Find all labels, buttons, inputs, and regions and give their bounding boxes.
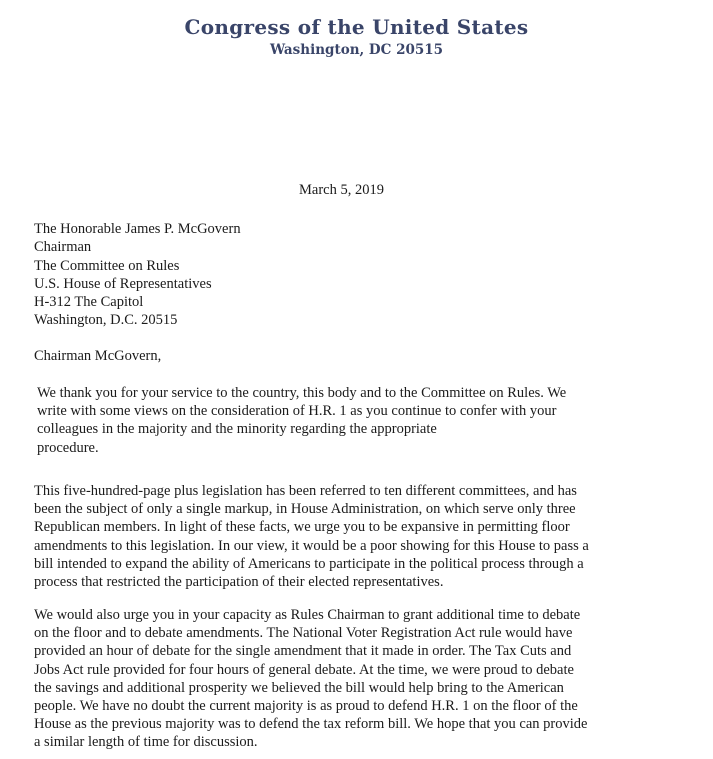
paragraph-line: the savings and additional prosperity we believed the bill would help bring to the American	[34, 679, 564, 696]
salutation: Chairman McGovern,	[34, 348, 162, 364]
paragraph-line: colleagues in the majority and the minority regarding the appropriate	[37, 421, 437, 438]
paragraph-line: been the subject of only a single markup, in House Administration, on which serve only three	[34, 501, 576, 518]
paragraph-line: Republican members. In light of these facts, we urge you to be expansive in permitting floor	[34, 519, 570, 536]
recipient-address	[34, 220, 241, 330]
paragraph-line: procedure.	[37, 439, 99, 456]
body-paragraph-1	[37, 384, 697, 457]
body-paragraph-2	[34, 482, 694, 591]
paragraph-line: We thank you for your service to the country, this body and to the Committee on Rules. We	[37, 385, 567, 401]
paragraph-line: provided an hour of debate for the single amendment that it made in order. The Tax Cuts and	[34, 643, 572, 660]
paragraph-line: This five-hundred-page plus legislation has been referred to ten different committees, and has	[34, 483, 577, 499]
paragraph-line: amendments to this legislation. In our view, it would be a poor showing for this House to pass a	[34, 537, 589, 554]
letterhead	[0, 14, 713, 59]
paragraph-line: a similar length of time for discussion.	[34, 734, 258, 751]
address-line: The Committee on Rules	[34, 257, 180, 274]
letter-date: March 5, 2019	[299, 182, 384, 198]
paragraph-line: write with some views on the consideration of H.R. 1 as you continue to confer with your	[37, 403, 557, 420]
letterhead-title: Congress of the United States	[184, 15, 529, 39]
paragraph-line: We would also urge you in your capacity as Rules Chairman to grant additional time to debate	[34, 607, 581, 623]
address-line: U.S. House of Representatives	[34, 275, 212, 292]
paragraph-line: Jobs Act rule provided for four hours of general debate. At the time, we were proud to debate	[34, 661, 574, 678]
letterhead-subtitle: Washington, DC 20515	[269, 42, 444, 58]
address-line: Chairman	[34, 239, 92, 256]
paragraph-line: on the floor and to debate amendments. The National Voter Registration Act rule would have	[34, 625, 573, 642]
paragraph-line: bill intended to expand the ability of Americans to participate in the political process through a	[34, 555, 584, 572]
body-paragraph-3	[34, 606, 694, 752]
paragraph-line: process that restricted the participation of their elected representatives.	[34, 574, 444, 591]
paragraph-line: House as the previous majority was to defend the tax reform bill. We hope that you can provide	[34, 716, 588, 733]
address-line: The Honorable James P. McGovern	[34, 221, 241, 237]
paragraph-line: people. We have no doubt the current majority is as proud to defend H.R. 1 on the floor of the	[34, 698, 578, 715]
address-line: Washington, D.C. 20515	[34, 312, 178, 329]
address-line: H-312 The Capitol	[34, 294, 144, 311]
